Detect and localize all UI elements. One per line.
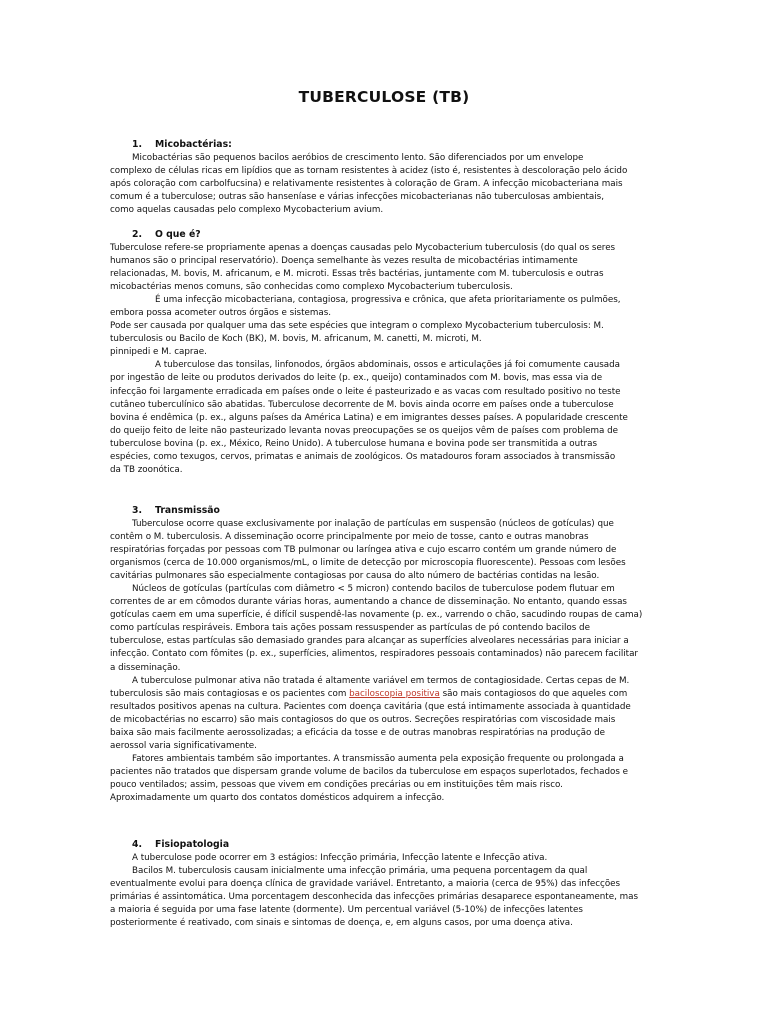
- paragraph-line: Núcleos de gotículas (partículas com diâmetro < 5 micron) contendo bacilos de tuberculose podem flutuar em: [132, 584, 615, 595]
- paragraph-line: Pode ser causada por qualquer uma das sete espécies que integram o complexo Mycobacterium tuberculosis: M.: [110, 321, 604, 332]
- paragraph-line: da TB zoonótica.: [110, 464, 183, 475]
- paragraph-line: micobactérias menos comuns, são conhecidas como complexo Mycobacterium tuberculosis.: [110, 282, 513, 293]
- section-heading: 3. Transmissão: [132, 505, 220, 516]
- section-transmissao: [110, 504, 658, 805]
- paragraph-line: Aproximadamente um quarto dos contatos domésticos adquirem a infecção.: [110, 792, 445, 803]
- paragraph-line: após coloração com carbolfucsina) e relativamente resistentes à coloração de Gram. A infecção micobacteriana mais: [110, 179, 623, 190]
- paragraph-line: contêm o M. tuberculosis. A disseminação ocorre principalmente por meio de tosse, canto e outras manobras: [110, 532, 589, 543]
- paragraph-line: pacientes não tratados que dispersam grande volume de bacilos da tuberculose em espaços superlotados, fechados e: [110, 766, 629, 777]
- paragraph-line: bovina é endêmica (p. ex., alguns países da América Latina) e em imigrantes desses países. A popularidade crescente: [110, 412, 628, 423]
- paragraph-line: Bacilos M. tuberculosis causam inicialmente uma infecção primária, uma pequena porcentagem da qual: [132, 866, 588, 877]
- paragraph-line: cutâneo tuberculínico são abatidas. Tuberculose decorrente de M. bovis ainda ocorre em países onde a tuberculose: [110, 399, 614, 410]
- paragraph-line: A tuberculose das tonsilas, linfonodos, órgãos abdominais, ossos e articulações já foi comumente causada: [155, 360, 621, 371]
- paragraph-line: cavitárias pulmonares são especialmente contagiosas por causa do alto número de bactérias contidas na lesão.: [110, 571, 600, 582]
- paragraph-line: embora possa acometer outros órgãos e sistemas.: [110, 308, 331, 319]
- section-heading: 2. O que é?: [132, 229, 201, 240]
- paragraph-line: infecção foi largamente erradicada em países onde o leite é pasteurizado e as vacas com resultado positivo no teste: [110, 386, 621, 397]
- paragraph-line: tuberculose bovina (p. ex., México, Reino Unido). A tuberculose humana e bovina pode ser transmitida a outras: [110, 438, 597, 449]
- paragraph-line: infecção. Contato com fômites (p. ex., superfícies, alimentos, respiradores pessoais contaminados) não parecem facilitar: [110, 649, 639, 660]
- paragraph-line: a disseminação.: [110, 662, 181, 673]
- paragraph-line: resultados positivos apenas na cultura. Pacientes com doença cavitária (que está intimamente associada à quantidade: [110, 701, 631, 712]
- section-fisiopatologia: [110, 838, 658, 930]
- paragraph-line: pouco ventilados; assim, pessoas que vivem em condições precárias ou em instituições têm mais risco.: [110, 779, 563, 790]
- paragraph-line: Fatores ambientais também são importantes. A transmissão aumenta pela exposição frequente ou prolongada a: [132, 753, 624, 764]
- paragraph-line: do queijo feito de leite não pasteurizado levanta novas preocupações se os queijos vêm de países com problema de: [110, 425, 619, 436]
- section-micobacterias: [110, 138, 658, 217]
- paragraph-line: posteriormente é reativado, com sinais e sintomas de doença, e, em alguns casos, por uma doença ativa.: [110, 918, 573, 929]
- paragraph-line: tuberculosis são mais contagiosas e os pacientes com baciloscopia positiva são mais contagiosos do que aqueles com: [110, 688, 628, 699]
- paragraph-line: organismos (cerca de 10.000 organismos/mL, o limite de detecção por microscopia fluorescente). Pessoas com lesões: [110, 558, 626, 569]
- paragraph-line: por ingestão de leite ou produtos derivados do leite (p. ex., queijo) contaminados com M. bovis, mas essa via de: [110, 373, 603, 384]
- paragraph-line: comum é a tuberculose; outras são hanseníase e várias infecções micobacterianas não tuberculosas ambientais,: [110, 192, 604, 203]
- paragraph-line: tuberculosis ou Bacilo de Koch (BK), M. bovis, M. africanum, M. canetti, M. microti, M.: [110, 334, 482, 345]
- baciloscopia-link[interactable]: baciloscopia positiva: [349, 688, 440, 699]
- paragraph-line: Tuberculose refere-se propriamente apenas a doenças causadas pelo Mycobacterium tuberculosis (do qual os seres: [110, 243, 616, 253]
- paragraph-line: baixa são mais facilmente aerossolizadas; a eficácia da tosse e de outras manobras respiratórias na produção de: [110, 727, 605, 738]
- paragraph-line: pinnipedi e M. caprae.: [110, 347, 207, 358]
- paragraph-line: humanos são o principal reservatório). Doença semelhante às vezes resulta de micobactérias intimamente: [110, 256, 578, 267]
- paragraph-line: tuberculose, estas partículas são demasiado grandes para alcançar as superfícies alveolares necessárias para iniciar a: [110, 636, 629, 647]
- paragraph-line: gotículas caem em uma superfície, é difícil suspendê-las novamente (p. ex., varrendo o chão, sacudindo roupas de cama): [110, 610, 643, 621]
- paragraph-line: respiratórias forçadas por pessoas com TB pulmonar ou laríngea ativa e cujo escarro contém um grande número de: [110, 545, 617, 556]
- paragraph-line: relacionadas, M. bovis, M. africanum, e M. microti. Essas três bactérias, juntamente com M. tuberculosis e outras: [110, 269, 604, 280]
- paragraph-line: eventualmente evolui para doença clínica de gravidade variável. Entretanto, a maioria (cerca de 95%) das infecções: [110, 879, 621, 890]
- paragraph-line: A tuberculose pode ocorrer em 3 estágios: Infecção primária, Infecção latente e Infecção ativa.: [132, 853, 548, 863]
- section-o-que-e: [110, 228, 658, 477]
- paragraph-line: Tuberculose ocorre quase exclusivamente por inalação de partículas em suspensão (núcleos de gotículas) que: [132, 519, 614, 529]
- paragraph-line: de micobactérias no escarro) são mais contagiosos do que os outros. Secreções respiratórias com viscosidade mais: [110, 714, 616, 725]
- paragraph-line: Micobactérias são pequenos bacilos aeróbios de crescimento lento. São diferenciados por um envelope: [132, 153, 584, 163]
- paragraph-line: a maioria é seguida por uma fase latente (dormente). Um percentual variável (5-10%) de infecções latentes: [110, 905, 583, 916]
- paragraph-line: como aquelas causadas pelo complexo Mycobacterium avium.: [110, 205, 384, 216]
- paragraph-line: como partículas respiráveis. Embora tais ações possam ressuspender as partículas de pó contendo bacilos de: [110, 623, 590, 634]
- paragraph-line: espécies, como texugos, cervos, primatas e animais de zoológicos. Os matadouros foram associados à transmissão: [110, 451, 616, 462]
- paragraph-line: complexo de células ricas em lipídios que as tornam resistentes à acidez (isto é, resistentes à descoloração pelo ácido: [110, 166, 628, 177]
- paragraph-line: primárias é assintomática. Uma porcentagem desconhecida das infecções primárias desaparece espontaneamente, mas: [110, 892, 638, 903]
- paragraph-line: correntes de ar em cômodos durante várias horas, aumentando a chance de disseminação. No entanto, quando essas: [110, 597, 627, 608]
- paragraph-line: aerossol varia significativamente.: [110, 740, 257, 751]
- paragraph-line: É uma infecção micobacteriana, contagiosa, progressiva e crônica, que afeta prioritariamente os pulmões,: [155, 295, 621, 306]
- section-heading: 1. Micobactérias:: [132, 139, 232, 150]
- document-title: TUBERCULOSE (TB): [298, 88, 470, 106]
- paragraph-line: A tuberculose pulmonar ativa não tratada é altamente variável em termos de contagiosidade. Certas cepas de M.: [132, 675, 630, 686]
- section-heading: 4. Fisiopatologia: [132, 839, 230, 850]
